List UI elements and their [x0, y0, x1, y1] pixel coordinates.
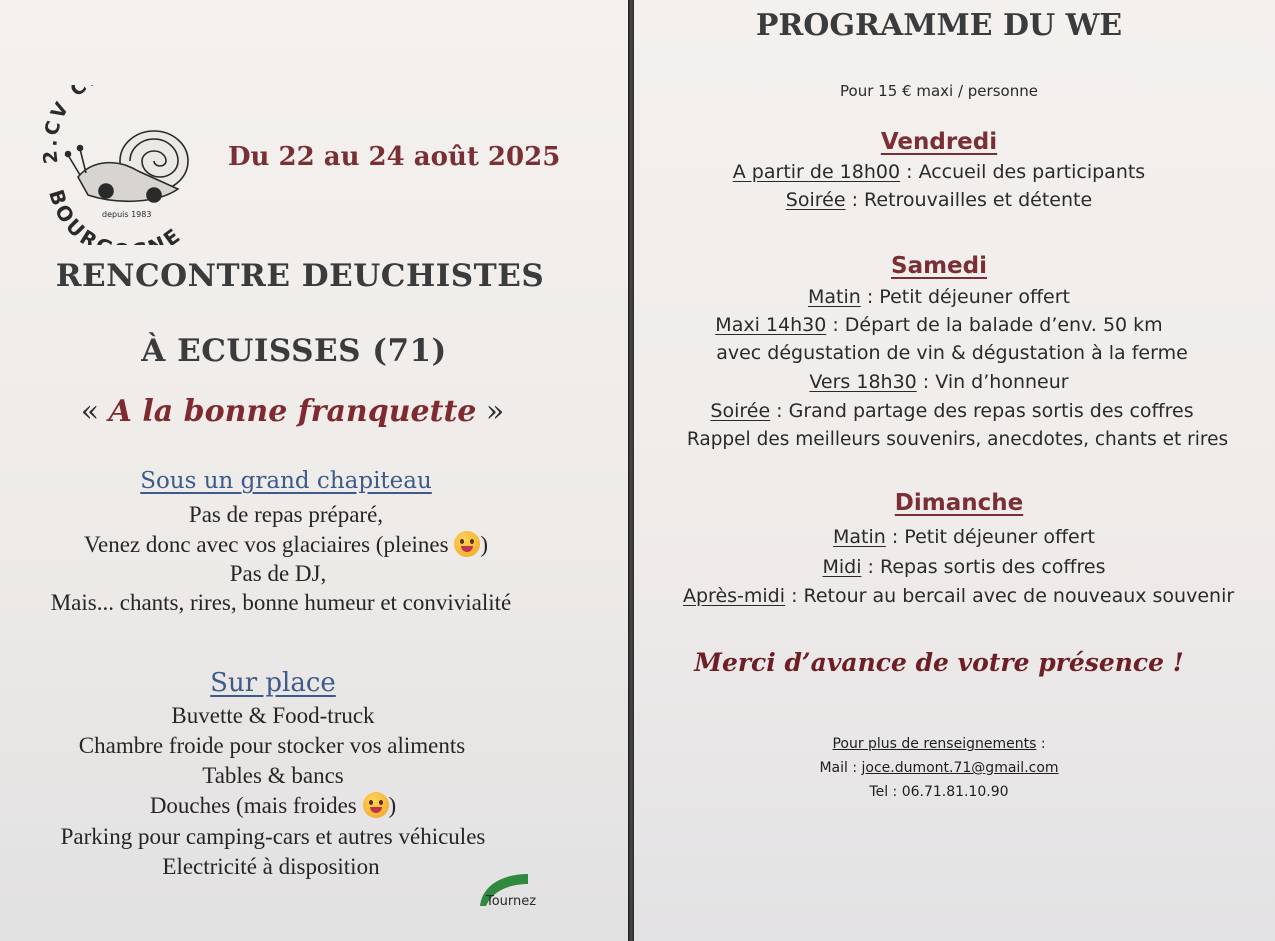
- smile-emoji-icon: [363, 792, 389, 818]
- program-desc: : Petit déjeuner offert: [885, 526, 1095, 548]
- program-line: avec dégustation de vin & dégustation à la ferme: [716, 342, 1188, 364]
- sur-place-item: Electricité à disposition: [162, 854, 380, 879]
- contact-heading-text: Pour plus de renseignements: [832, 736, 1037, 752]
- contact-phone: Tel : 06.71.81.10.90: [869, 784, 1009, 800]
- logo-region-text: BOUR NE: [44, 186, 187, 245]
- sur-place-item-text: Douches (mais froides: [149, 793, 363, 818]
- tagline-close-quote: »: [476, 394, 505, 429]
- program-line: [634, 371, 1244, 393]
- program-desc: : Retour au bercail avec de nouveaux souvenir: [785, 585, 1235, 607]
- contact-email-link[interactable]: joce.dumont.71@gmail.com: [861, 760, 1059, 776]
- chapiteau-line: Pas de DJ,: [229, 561, 327, 586]
- program-line: [634, 556, 1275, 578]
- turn-page-indicator: [476, 870, 566, 915]
- sur-place-item: [0, 792, 546, 819]
- program-line: [634, 286, 1244, 308]
- program-time: Après-midi: [683, 585, 786, 607]
- event-location: À ECUISSES (71): [141, 333, 447, 369]
- program-desc: : Repas sortis des coffres: [861, 556, 1106, 578]
- program-desc: : Vin d’honneur: [916, 371, 1069, 393]
- program-time: Maxi 14h30: [715, 314, 827, 336]
- turn-label: Tournez: [486, 894, 537, 909]
- program-desc: : Départ de la balade d’env. 50 km: [826, 314, 1163, 336]
- chapiteau-line: Mais... chants, rires, bonne humeur et convivialité: [50, 590, 512, 615]
- program-time: Matin: [833, 526, 886, 548]
- program-line: [634, 526, 1275, 548]
- program-time: A partir de 18h00: [732, 161, 901, 183]
- tagline-open-quote: «: [80, 394, 109, 429]
- program-line: [634, 400, 1270, 422]
- logo-since-text: depuis 1983: [102, 210, 152, 219]
- tongue-emoji-icon: [454, 531, 480, 557]
- program-desc: : Grand partage des repas sortis des coffres: [770, 400, 1194, 422]
- contact-mail-label: Mail :: [819, 760, 862, 776]
- day-heading-vendredi: Vendredi: [880, 129, 998, 155]
- club-logo: [40, 85, 215, 245]
- chapiteau-line: Pas de repas préparé,: [188, 502, 384, 527]
- event-dates: Du 22 au 24 août 2025: [228, 142, 561, 172]
- chapiteau-line-close: ): [480, 532, 489, 557]
- logo-club-text: 2.CV C: [40, 85, 94, 165]
- sur-place-item: Buvette & Food-truck: [171, 703, 375, 728]
- program-desc: : Accueil des participants: [900, 161, 1146, 183]
- chapiteau-line-text: Venez donc avec vos glaciaires (pleines: [83, 532, 455, 557]
- program-line: [634, 161, 1244, 183]
- program-line: [683, 585, 1275, 607]
- program-time: Soirée: [785, 189, 846, 211]
- program-desc: : Retrouvailles et détente: [845, 189, 1093, 211]
- program-time: Vers 18h30: [809, 371, 917, 393]
- sur-place-item-close: ): [388, 793, 397, 818]
- day-heading-samedi: Samedi: [891, 253, 987, 279]
- program-time: Midi: [822, 556, 862, 578]
- program-time: Matin: [808, 286, 861, 308]
- contact-heading: [634, 736, 1244, 752]
- program-desc: : Petit déjeuner offert: [860, 286, 1070, 308]
- day-heading-dimanche: Dimanche: [894, 490, 1024, 516]
- chapiteau-line: [0, 531, 572, 558]
- snail-logo-icon: [40, 85, 215, 245]
- chapiteau-heading: Sous un grand chapiteau: [140, 468, 432, 494]
- sur-place-item: Parking pour camping-cars et autres véhicules: [60, 824, 486, 849]
- program-line: [634, 314, 1244, 336]
- program-price: Pour 15 € maxi / personne: [840, 82, 1038, 100]
- tagline-text: A la bonne franquette: [108, 394, 477, 429]
- program-line: Rappel des meilleurs souvenirs, anecdotes, chants et rires: [686, 429, 1229, 450]
- sur-place-item: Tables & bancs: [202, 763, 344, 788]
- event-title: RENCONTRE DEUCHISTES: [55, 258, 545, 294]
- program-line: [634, 189, 1244, 211]
- program-title: PROGRAMME DU WE: [755, 8, 1123, 43]
- sur-place-heading: Sur place: [210, 668, 336, 698]
- program-time: Soirée: [710, 400, 771, 422]
- contact-heading-suffix: :: [1036, 736, 1046, 752]
- sur-place-item: Chambre froide pour stocker vos aliments: [78, 733, 466, 758]
- thanks-message: Merci d’avance de votre présence !: [694, 648, 1184, 677]
- event-tagline: [0, 394, 585, 429]
- contact-mail-line: [634, 760, 1244, 776]
